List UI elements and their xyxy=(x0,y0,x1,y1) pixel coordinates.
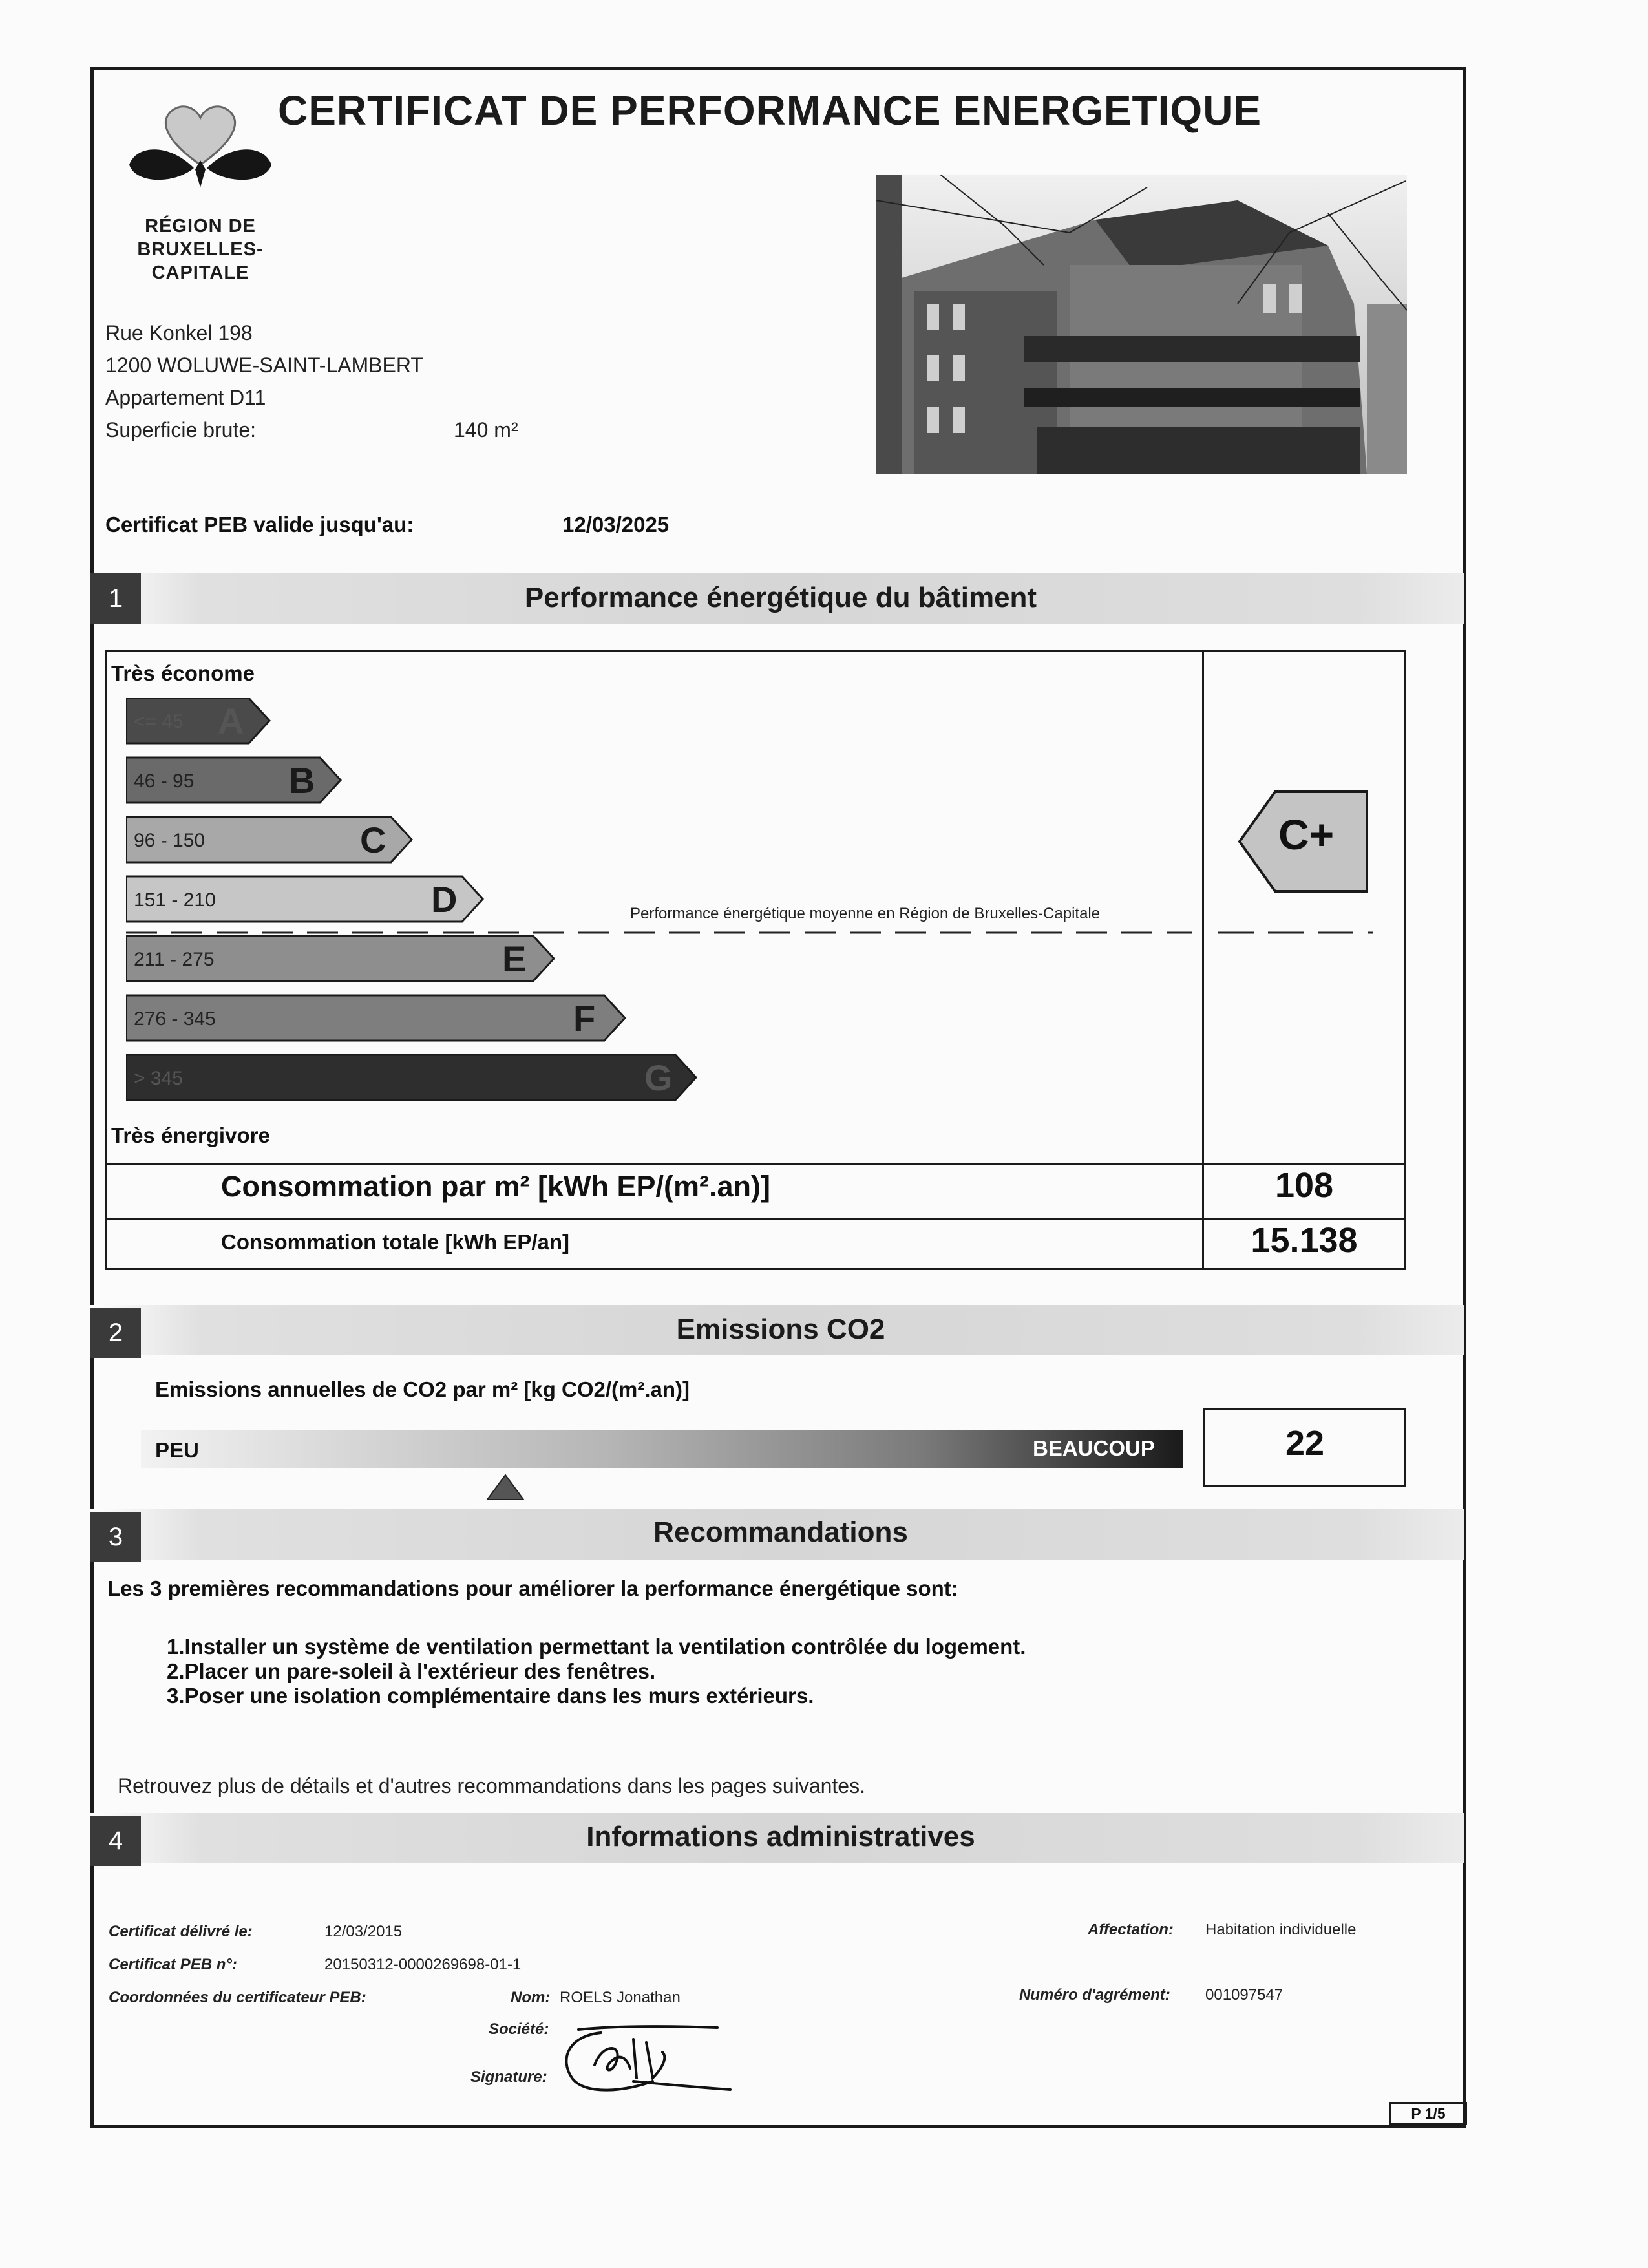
section-2-number: 2 xyxy=(90,1308,141,1358)
recommendations-footer: Retrouvez plus de détails et d'autres recommandations dans les pages suivantes. xyxy=(118,1774,865,1797)
consumption-per-m2-value: 108 xyxy=(1274,1166,1334,1205)
region-line-1: RÉGION DE xyxy=(145,216,256,237)
co2-scale-bar xyxy=(141,1430,1183,1468)
energy-class-a xyxy=(126,698,269,743)
recommendation-3: 3.Poser une isolation complémentaire dans les murs extérieurs. xyxy=(167,1684,814,1708)
section-3-title: Recommandations xyxy=(653,1516,908,1548)
energy-class-letter: G xyxy=(644,1057,673,1098)
energy-class-range: 211 - 275 xyxy=(134,949,215,970)
co2-low-label: PEU xyxy=(155,1438,199,1462)
consumption-total-value: 15.138 xyxy=(1251,1221,1358,1260)
validity-date: 12/03/2025 xyxy=(562,513,670,536)
energy-class-range: 46 - 95 xyxy=(134,770,195,792)
energy-class-range: > 345 xyxy=(134,1068,183,1089)
affectation-value: Habitation individuelle xyxy=(1205,1921,1357,1938)
co2-marker-icon xyxy=(486,1474,525,1501)
validity-label: Certificat PEB valide jusqu'au: xyxy=(105,513,414,536)
agrement-value: 001097547 xyxy=(1205,1986,1284,2004)
rating-value: C+ xyxy=(1278,811,1335,858)
energy-class-c xyxy=(126,817,412,862)
region-logo-icon xyxy=(123,97,278,194)
region-name xyxy=(123,215,278,284)
company-label: Société: xyxy=(489,2020,549,2038)
consumption-total-label: Consommation totale [kWh EP/an] xyxy=(221,1230,570,1254)
page-number: P 1/5 xyxy=(1389,2102,1467,2125)
address-unit: Appartement D11 xyxy=(105,386,266,409)
energy-class-b xyxy=(126,758,341,803)
recommendation-1: 1.Installer un système de ventilation permettant la ventilation contrôlée du logement. xyxy=(167,1635,1026,1659)
co2-subtitle: Emissions annuelles de CO2 par m² [kg CO2/(m².an)] xyxy=(155,1377,690,1401)
co2-high-label: BEAUCOUP xyxy=(1033,1436,1155,1460)
peb-number-value: 20150312-0000269698-01-1 xyxy=(324,1956,522,1973)
area-label: Superficie brute: xyxy=(105,418,257,441)
average-line-right xyxy=(1218,924,1373,937)
name-value: ROELS Jonathan xyxy=(560,1989,681,2006)
energy-class-letter: D xyxy=(431,879,458,920)
energy-class-letter: E xyxy=(502,938,527,979)
page-title: CERTIFICAT DE PERFORMANCE ENERGETIQUE xyxy=(278,87,1262,134)
issued-label: Certificat délivré le: xyxy=(109,1923,253,1940)
energy-class-range: 276 - 345 xyxy=(134,1008,216,1030)
scale-bottom-label: Très énergivore xyxy=(111,1123,270,1147)
energy-class-g xyxy=(126,1055,696,1100)
region-line-3: CAPITALE xyxy=(151,262,249,283)
agrement-label: Numéro d'agrément: xyxy=(1019,1986,1170,2004)
issued-value: 12/03/2015 xyxy=(324,1923,403,1940)
scale-top-label: Très économe xyxy=(111,661,255,685)
co2-value: 22 xyxy=(1285,1424,1325,1463)
energy-class-letter: B xyxy=(289,760,315,801)
section-1-number: 1 xyxy=(90,573,141,624)
region-line-2: BRUXELLES- xyxy=(137,239,264,260)
section-2-title: Emissions CO2 xyxy=(676,1313,885,1345)
signature-label: Signature: xyxy=(470,2068,547,2086)
energy-class-range: 96 - 150 xyxy=(134,830,206,851)
building-photo xyxy=(876,175,1407,474)
section-4-number: 4 xyxy=(90,1816,141,1866)
recommendation-2: 2.Placer un pare-soleil à l'extérieur des fenêtres. xyxy=(167,1659,656,1683)
consumption-per-m2-label: Consommation par m² [kWh EP/(m².an)] xyxy=(221,1170,771,1203)
address-street: Rue Konkel 198 xyxy=(105,321,253,344)
energy-class-d xyxy=(126,876,483,922)
energy-class-f xyxy=(126,995,625,1041)
signature-image xyxy=(556,2020,737,2101)
name-label: Nom: xyxy=(511,1989,551,2006)
section-1-title: Performance énergétique du bâtiment xyxy=(524,582,1037,613)
recommendations-intro: Les 3 premières recommandations pour améliorer la performance énergétique sont: xyxy=(107,1576,958,1600)
section-3-number: 3 xyxy=(90,1512,141,1562)
peb-number-label: Certificat PEB n°: xyxy=(109,1956,237,1973)
certifier-label: Coordonnées du certificateur PEB: xyxy=(109,1989,366,2006)
energy-class-letter: C xyxy=(360,820,386,860)
energy-class-letter: A xyxy=(218,701,244,741)
section-4-title: Informations administratives xyxy=(586,1821,975,1852)
energy-class-range: <= 45 xyxy=(134,711,184,732)
energy-class-range: 151 - 210 xyxy=(134,889,216,911)
energy-class-e xyxy=(126,936,554,981)
address-city: 1200 WOLUWE-SAINT-LAMBERT xyxy=(105,354,423,377)
area-value: 140 m² xyxy=(454,418,518,441)
average-label: Performance énergétique moyenne en Région de Bruxelles-Capitale xyxy=(630,905,1101,922)
affectation-label: Affectation: xyxy=(1088,1921,1174,1938)
energy-class-letter: F xyxy=(573,998,596,1039)
